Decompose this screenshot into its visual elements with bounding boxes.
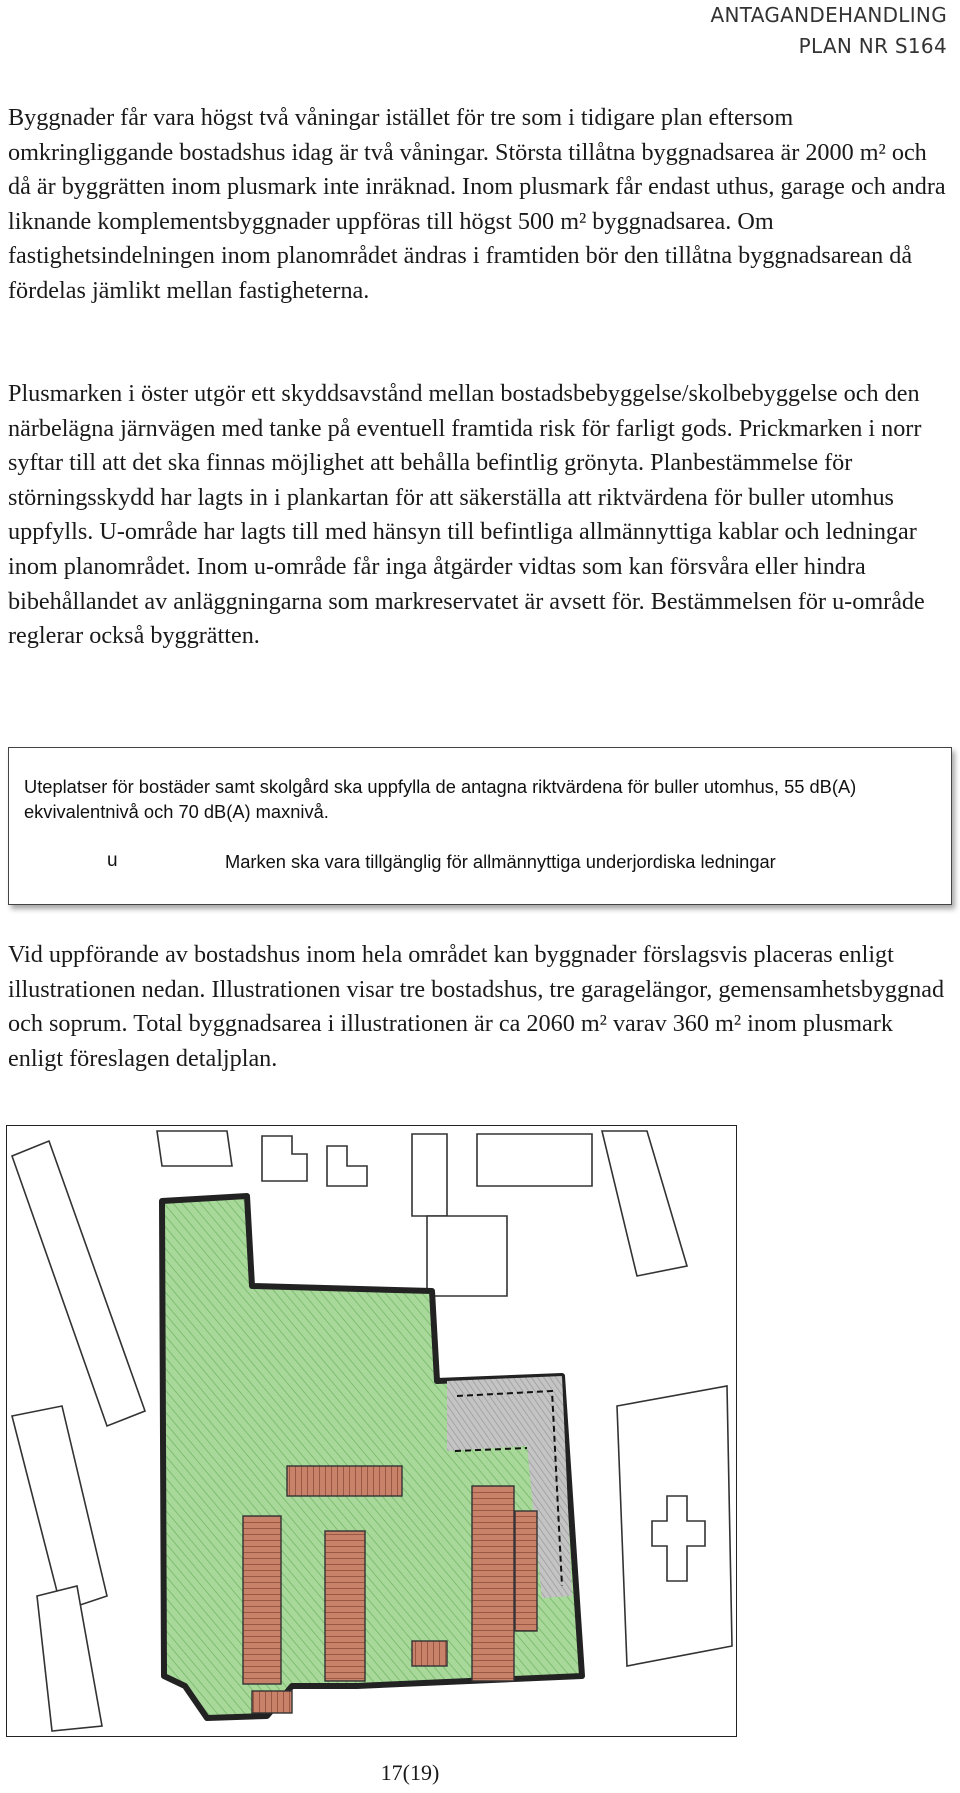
residential-building-center — [325, 1531, 365, 1681]
context-building-east-1 — [602, 1131, 687, 1276]
context-building-northwest — [157, 1131, 232, 1166]
garage-row-east — [515, 1511, 537, 1631]
context-building-northeast-1 — [477, 1134, 592, 1186]
plan-number: PLAN NR S164 — [798, 34, 947, 58]
u-area-code: u — [107, 850, 118, 871]
paragraph-illustration-description: Vid uppförande av bostadshus inom hela området kan byggnader förslagsvis placeras enligt illustrationen nedan. Illustrationen visar tre bostadshus, tre garagelängor, gemensamhetsbyggnad och soprum. Total byggnadsarea i illustrationen är ca 2060 m² varav 360 m² inom plusmark enligt föreslagen detaljplan. — [8, 941, 945, 1072]
common-building-small — [412, 1641, 447, 1666]
residential-building-west — [243, 1516, 281, 1684]
context-building-west — [12, 1141, 145, 1426]
residential-building-east — [472, 1486, 514, 1681]
context-building-southwest — [12, 1406, 107, 1611]
document-status: ANTAGANDEHANDLING — [710, 3, 947, 27]
plan-area-green — [162, 1196, 582, 1718]
context-building-north-1 — [262, 1136, 307, 1181]
context-building-north-4 — [427, 1216, 507, 1296]
waste-room — [252, 1691, 292, 1713]
paragraph-plusmark-protection: Plusmarken i öster utgör ett skyddsavstånd mellan bostadsbebyggelse/skolbebyggelse och den närbelägna järnvägen med tanke på eventuell framtida risk för farligt gods. Prickmarken i norr syftar till att det ska finnas möjlighet att behålla befintlig grönyta. Planbestämmelse för störningsskydd har lagts in i plankartan för att säkerställa att riktvärdena för buller utomhus uppfylls. U-område har lagts till med hänsyn till befintliga allmännyttiga kablar och ledningar inom planområdet. Inom u-område får inga åtgärder vidtas som kan försvåra eller hindra bibehållandet av anläggningarna som markreservatet är avsett för. Bestämmelsen för u-område reglerar också byggrätten. — [8, 380, 925, 650]
document-header — [711, 0, 948, 62]
u-area-regulation-text: Marken ska vara tillgänglig för allmännyttiga underjordiska ledningar — [225, 851, 776, 872]
site-plan-illustration — [6, 1125, 737, 1737]
page-number: 17(19) — [380, 1760, 440, 1785]
plan-regulations-box — [8, 747, 952, 905]
noise-regulation-text: Uteplatser för bostäder samt skolgård ska uppfylla de antagna riktvärdena för buller utomhus, 55 dB(A) ekvivalentnivå och 70 dB(A) maxnivå. — [24, 776, 857, 822]
context-building-north-3 — [412, 1134, 447, 1216]
paragraph-building-limits: Byggnader får vara högst två våningar istället för tre som i tidigare plan eftersom omkringliggande bostadshus idag är två våningar. Största tillåtna byggnadsarea är 2000 m² och då är byggrätten inom plusmark inte inräknad. Inom plusmark får endast uthus, garage och andra liknande komplementsbyggnader uppföras till högst 500 m² byggnadsarea. Om fastighetsindelningen inom planområdet ändras i framtiden bör den tillåtna byggnadsarean då fördelas jämlikt mellan fastigheterna. — [8, 104, 946, 304]
garage-row-north — [287, 1466, 402, 1496]
context-building-southwest-2 — [37, 1586, 102, 1731]
context-building-north-2 — [327, 1146, 367, 1186]
